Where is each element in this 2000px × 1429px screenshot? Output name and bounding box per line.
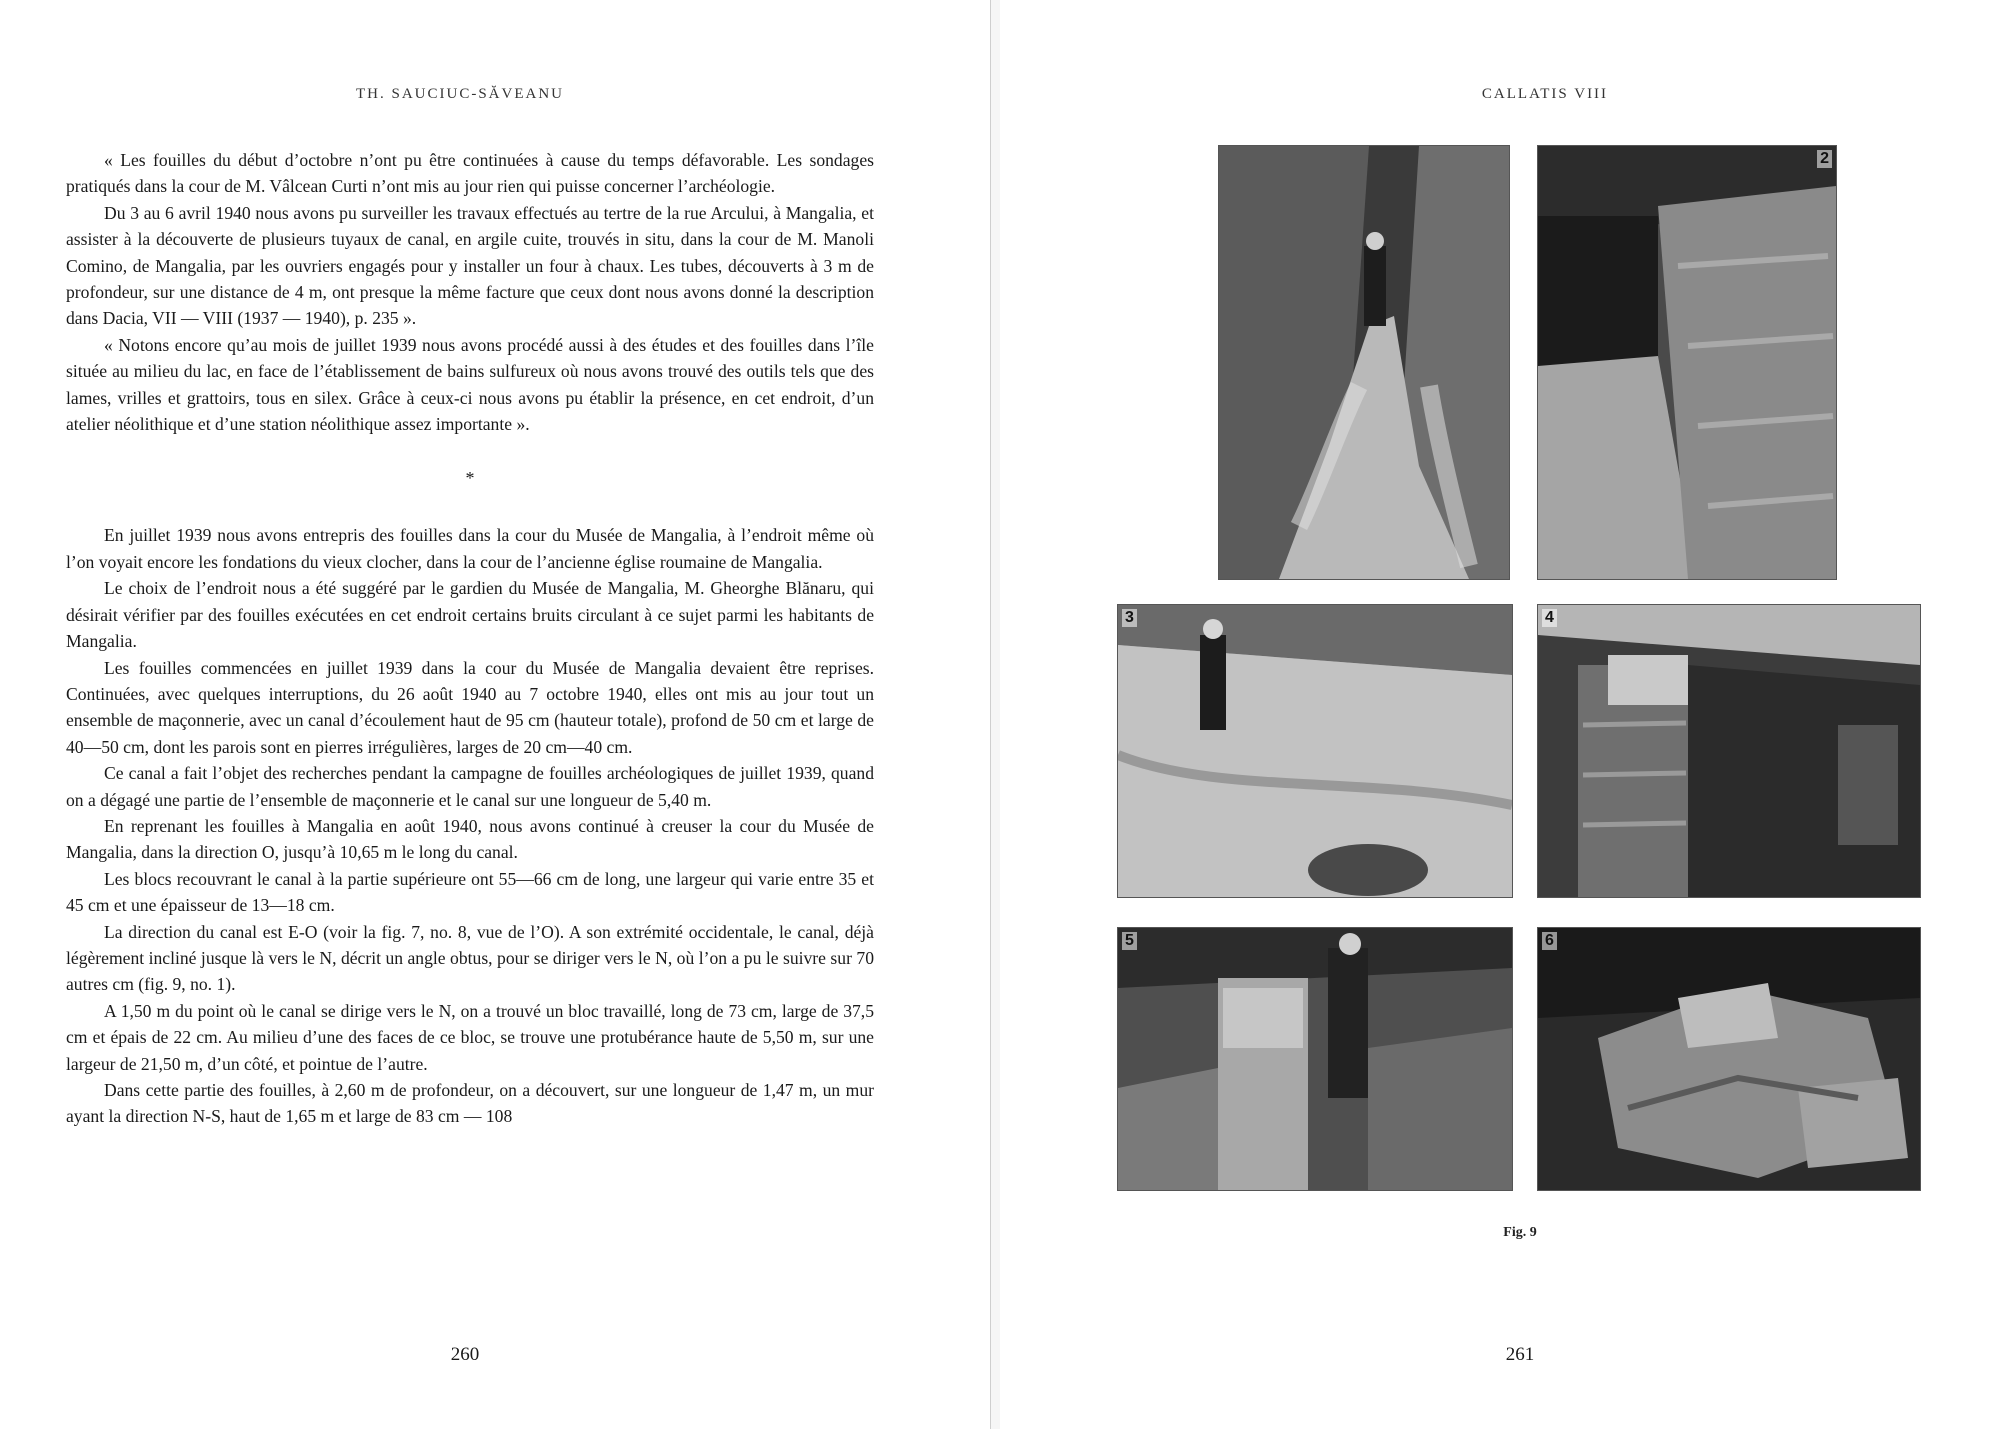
plate-3-photo xyxy=(1118,605,1512,897)
plate-number-6: 6 xyxy=(1542,932,1557,950)
figure-plate-3 xyxy=(1117,604,1513,898)
body-paragraph: Dans cette partie des fouilles, à 2,60 m de profondeur, on a découvert, sur une longueur de 1,47 m, un mur ayant la direction N-S, haut de 1,65 m et large de 83 cm — 108 xyxy=(66,1080,874,1127)
figure-plate-6 xyxy=(1537,927,1921,1191)
paragraph-group-main xyxy=(66,522,874,1129)
left-page xyxy=(0,0,990,1429)
body-paragraph: Du 3 au 6 avril 1940 nous avons pu surveiller les travaux effectués au tertre de la rue Arcului, à Mangalia, et assister à la découverte de plusieurs tuyaux de canal, en argile cuite, trouvés in situ, dans la cour de M. Manoli Comino, de Mangalia, par les ouvriers engagés pour y installer un four à chaux. Les tubes, découverts à 3 m de profondeur, sur une distance de 4 m, ont presque la même facture que ceux dont nous avons donné la description dans Dacia, VII — VIII (1937 — 1940), p. 235 ». xyxy=(66,202,874,329)
right-page xyxy=(1000,0,2000,1429)
body-paragraph: Les fouilles commencées en juillet 1939 dans la cour du Musée de Mangalia devaient être reprises. Continuées, avec quelques interruptions, du 26 août 1940 au 7 octobre 1940, elles ont mis au jour tout un ensemble de maçonnerie, avec un canal d’écoulement haut de 95 cm (hauteur totale), profond de 50 cm et large de 40—50 cm, dont les parois sont en pierres irrégulières, larges de 20 cm—40 cm. xyxy=(66,657,874,757)
running-head-right: CALLATIS VIII xyxy=(1481,86,1609,102)
figure-plate-5 xyxy=(1117,927,1513,1191)
body-paragraph: « Les fouilles du début d’octobre n’ont pu être continuées à cause du temps défavorable. Les sondages pratiqués dans la cour de M. Vâlcean Curti n’ont mis au jour rien qui puisse concerner l’archéologie. xyxy=(66,150,874,197)
running-head-left: TH. SAUCIUC-SĂVEANU xyxy=(355,86,564,102)
figure-plate-2 xyxy=(1537,145,1837,580)
plate-number-3: 3 xyxy=(1122,609,1137,627)
body-paragraph: Le choix de l’endroit nous a été suggéré par le gardien du Musée de Mangalia, M. Gheorghe Blănaru, qui désirait vérifier par des fouilles exécutées en cet endroit certains bruits circulant à ce sujet parmi les habitants de Mangalia. xyxy=(66,578,874,652)
body-paragraph: En juillet 1939 nous avons entrepris des fouilles dans la cour du Musée de Mangalia, à l’endroit même où l’on voyait encore les fondations du vieux clocher, dans la cour de l’ancienne église roumaine de Mangalia. xyxy=(66,525,874,572)
section-separator: * xyxy=(465,468,475,489)
body-paragraph: « Notons encore qu’au mois de juillet 1939 nous avons procédé aussi à des études et des fouilles dans l’île située au milieu du lac, en face de l’établissement de bains sulfureux où nous avons trouvé des outils tels que des lames, vrilles et grattoirs, tous en silex. Grâce à ceux-ci nous avons pu établir la présence, en cet endroit, d’un atelier néolithique et d’une station néolithique assez importante ». xyxy=(66,334,874,435)
plate-5-photo xyxy=(1118,928,1512,1190)
plate-4-photo xyxy=(1538,605,1920,897)
page-number-left: 260 xyxy=(450,1344,480,1365)
plate-number-2: 2 xyxy=(1817,150,1832,168)
paragraph-group-quoted xyxy=(66,147,874,437)
plate-6-photo xyxy=(1538,928,1920,1190)
body-paragraph: Ce canal a fait l’objet des recherches pendant la campagne de fouilles archéologiques de juillet 1939, quand on a dégagé une partie de l’ensemble de maçonnerie et le canal sur une longueur de 5,40 m. xyxy=(66,763,874,810)
body-paragraph: Les blocs recouvrant le canal à la partie supérieure ont 55—66 cm de long, une largeur qui varie entre 35 et 45 cm et une épaisseur de 13—18 cm. xyxy=(66,868,874,916)
body-paragraph: La direction du canal est E-O (voir la fig. 7, no. 8, vue de l’O). A son extrémité occidentale, le canal, déjà légèrement incliné jusque là vers le N, décrit un angle obtus, pour se diriger vers le N, où l’on a pu le suivre sur 70 autres cm (fig. 9, no. 1). xyxy=(66,921,874,995)
body-paragraph: A 1,50 m du point où le canal se dirige vers le N, on a trouvé un bloc travaillé, long de 73 cm, large de 37,5 cm et épais de 22 cm. Au milieu d’une des faces de ce bloc, se trouve une protubérance haute de 5,50 m, sur une largeur de 21,50 m, d’un côté, et pointue de l’autre. xyxy=(66,1000,874,1074)
figure-caption: Fig. 9 xyxy=(1503,1225,1537,1240)
page-number-right: 261 xyxy=(1505,1344,1535,1365)
plate-number-4: 4 xyxy=(1542,609,1557,627)
body-paragraph: En reprenant les fouilles à Mangalia en août 1940, nous avons continué à creuser la cour du Musée de Mangalia, dans la direction O, jusqu’à 10,65 m le long du canal. xyxy=(66,815,874,863)
plate-1-photo xyxy=(1219,146,1509,579)
figure-plate-1 xyxy=(1218,145,1510,580)
plate-number-5: 5 xyxy=(1122,932,1137,950)
left-page-body xyxy=(66,147,874,1130)
figure-plate-4 xyxy=(1537,604,1921,898)
plate-2-photo xyxy=(1538,146,1836,579)
